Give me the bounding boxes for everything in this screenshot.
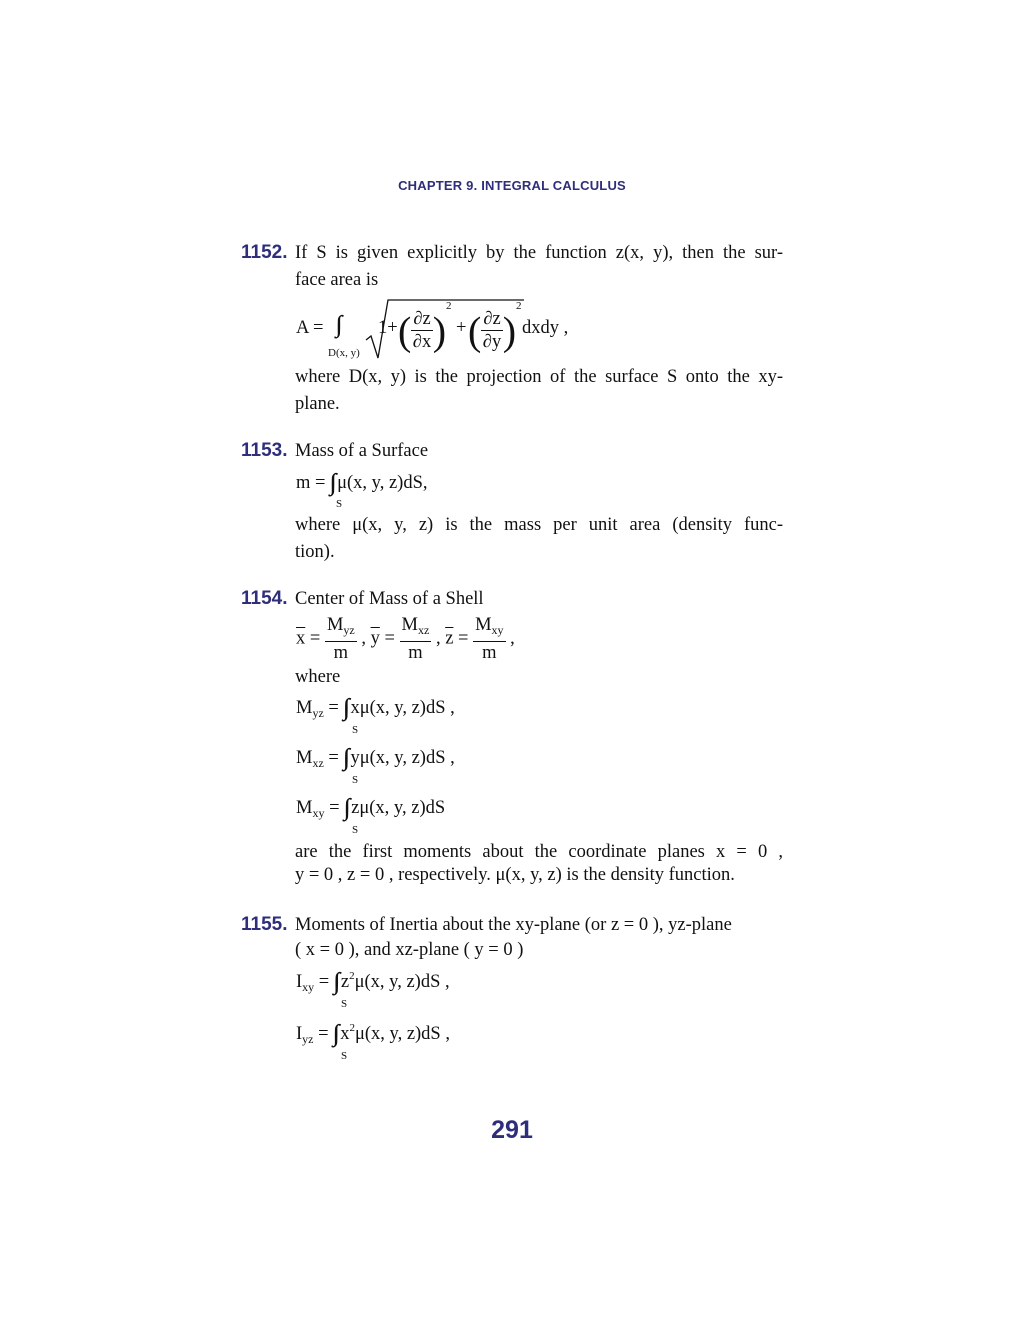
region-s-mxz: S xyxy=(352,774,359,786)
partial-z-x: ( $\frac{\partial z}{\partial x}$ )$^2$ xyxy=(398,300,452,354)
item-1153-after-line1: where μ(x, y, z) is the mass per unit area (density func- xyxy=(295,515,783,535)
sqrt-one-plus: 1+ xyxy=(378,318,398,338)
mass-formula: m = μ(x, y, z)dS, xyxy=(296,473,428,493)
item-1154-where: where xyxy=(295,667,341,687)
item-1152-after-line2: plane. xyxy=(295,394,340,414)
formula-lhs: A = xyxy=(296,318,324,338)
item-1153-after-line2: tion). xyxy=(295,542,335,562)
item-number-1152: 1152. xyxy=(241,242,288,263)
inertia-iyz-formula: $I_{yz} = x^2\mu(x$, y, z)dS , xyxy=(296,1022,450,1046)
formula-tail: dxdy , xyxy=(522,318,569,338)
item-1154-title: Center of Mass of a Shell xyxy=(295,589,484,609)
page-number: 291 xyxy=(491,1116,533,1144)
partial-z-y: ( $\frac{\partial z}{\partial y}$ )$^2$ xyxy=(468,300,522,354)
item-1154-after-line1: are the first moments about the coordinate planes x = 0 , xyxy=(295,842,783,862)
region-s-myz: S xyxy=(352,724,359,736)
region-s-mxy: S xyxy=(352,824,359,836)
moment-mxy-formula: $M_{xy} = z\mu(x$, y, z)dS xyxy=(296,798,446,820)
item-1155-text-line2: ( x = 0 ), and xz-plane ( y = 0 ) xyxy=(295,940,524,960)
item-1154-after-line2: y = 0 , z = 0 , respectively. μ(x, y, z) is the density function. xyxy=(295,865,735,885)
item-1155-text-line1: Moments of Inertia about the xy-plane (or z = 0 ), yz-plane xyxy=(295,915,732,935)
moment-mxz-formula: $M_{xz} = y\mu(x$, y, z)dS , xyxy=(296,748,455,770)
chapter-header: CHAPTER 9. INTEGRAL CALCULUS xyxy=(398,178,626,193)
item-1152-after-line1: where D(x, y) is the projection of the surface S onto the xy- xyxy=(295,367,783,387)
item-number-1153: 1153. xyxy=(241,440,288,461)
item-1152-text-line1: If S is given explicitly by the function z(x, y), then the sur- xyxy=(295,243,783,263)
double-integral-sign xyxy=(336,312,343,339)
integration-region: D(x, y) xyxy=(328,347,360,359)
item-number-1155: 1155. xyxy=(241,914,288,935)
center-of-mass-formula: $\overline{x}$ = $\frac{M_{yz}}{m}$ , $\overline{y}$ = $\frac{M_{xz}}{m}$ , $\overline{z}$ = $\frac{M_{xy}}{m}$ , xyxy=(296,615,515,663)
moment-myz-formula: $M_{yz} = x\mu(x$, y, z)dS , xyxy=(296,698,455,720)
plus-sign: + xyxy=(456,318,467,338)
item-number-1154: 1154. xyxy=(241,588,288,609)
inertia-ixy-formula: $I_{xy} = z^2\mu(x$, y, z)dS , xyxy=(296,970,450,994)
mass-formula-integrand: μ(x, y, z)dS, xyxy=(337,473,428,493)
integration-region-s: S xyxy=(336,498,343,510)
item-1152-text-line2: face area is xyxy=(295,270,379,290)
region-s-iyz: S xyxy=(341,1050,348,1062)
item-1153-title: Mass of a Surface xyxy=(295,441,429,461)
region-s-ixy: S xyxy=(341,998,348,1010)
